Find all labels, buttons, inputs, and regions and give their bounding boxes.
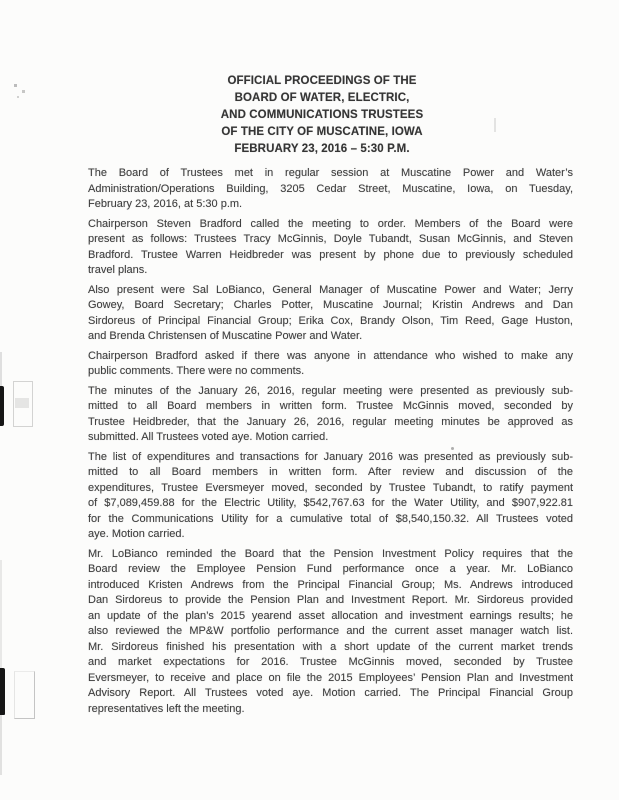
text-line: Trustee Heidbreder, that the January 26, 2016, regular meeting minutes be approved as [88,415,573,428]
scan-artifact-black-bar [0,386,4,426]
text-line: travel plans. [88,264,148,276]
text-line: Mr. LoBianco reminded the Board that the Pension Investment Policy requires that the [88,547,573,560]
scan-artifact-edge-streak [0,560,2,668]
text-line: and market expectations for 2016. Trustee McGinnis moved, seconded by Trustee [88,656,573,668]
text-line: Chairperson Steven Bradford called the meeting to order. Members of the Board were [88,217,573,230]
text-line: also reviewed the MP&W portfolio performance and the current asset manager watch list. [88,625,573,637]
text-line: submitted. All Trustees voted aye. Motion carried. [88,431,329,443]
document-header [88,73,556,158]
scan-artifact-black-bar [0,668,5,715]
scan-artifact-speck [14,84,17,87]
text-line: The minutes of the January 26, 2016, regular meeting were presented as previously sub- [88,384,573,397]
text-line: introduced Kristen Andrews from the Principal Financial Group; Ms. Andrews introduced [88,578,573,591]
scan-artifact-smudge [15,398,29,408]
paragraph [88,283,573,345]
text-line: The list of expenditures and transactions for January 2016 was presented as previously sub- [88,450,573,463]
scan-artifact-speck [22,90,25,93]
scan-artifact-hole-punch [13,381,33,427]
paragraph [88,166,573,213]
text-line: Mr. Sirdoreus finished his presentation with a short update of the current market trends [88,640,573,653]
text-line: Bradford. Trustee Warren Heidbreder was present by phone due to previously scheduled [88,248,573,261]
text-line: February 23, 2016, at 5:30 p.m. [88,198,243,210]
text-line: representatives left the meeting. [88,702,245,715]
paragraph [88,349,573,380]
header-line: AND COMMUNICATIONS TRUSTEES [220,109,424,121]
scan-artifact-hole-punch [14,671,35,719]
text-line: and Brenda Christensen of Muscatine Power and Water. [88,330,363,342]
header-line: FEBRUARY 23, 2016 – 5:30 P.M. [234,143,410,155]
text-line: Gowey, Board Secretary; Charles Potter, Muscatine Journal; Kristin Andrews and Dan [88,299,573,311]
text-line: The Board of Trustees met in regular session at Muscatine Power and Water’s [88,167,573,179]
scan-artifact-edge-streak [0,715,2,775]
text-line: Administration/Operations Building, 3205 Cedar Street, Muscatine, Iowa, on Tuesday, [88,182,573,195]
text-line: Board review the Employee Pension Fund performance once a year. Mr. LoBianco [88,563,573,575]
paragraph [88,217,573,279]
header-line: BOARD OF WATER, ELECTRIC, [234,92,410,104]
text-line: Eversmeyer, to receive and place on file the 2015 Employees’ Pension Plan and Investment [88,671,573,684]
text-line: present as follows: Trustees Tracy McGinnis, Doyle Tubandt, Susan McGinnis, and Steven [88,233,573,245]
text-line: for the Communications Utility for a cumulative total of $8,540,150.32. All Trustees voted [88,512,573,525]
paragraph [88,450,573,543]
text-line: Advisory Report. All Trustees voted aye. Motion carried. The Principal Financial Group [88,687,573,699]
scan-artifact-speck [17,96,19,98]
text-line: public comments. There were no comments. [88,365,305,377]
text-line: Dan Sirdoreus to provide the Pension Plan and Investment Report. Mr. Sirdoreus provided [88,594,573,606]
header-line: OF THE CITY OF MUSCATINE, IOWA [221,126,423,138]
text-line: Sirdoreus of Principal Financial Group; Erika Cox, Brandy Olson, Tim Reed, Gage Huston, [88,314,573,327]
text-line: an update of the plan’s 2015 yearend asset allocation and investment earnings results; he [88,609,573,622]
text-line: Also present were Sal LoBianco, General Manager of Muscatine Power and Water; Jerry [88,283,573,296]
paragraph [88,547,573,718]
header-line: OFFICIAL PROCEEDINGS OF THE [227,75,417,87]
paragraph [88,384,573,446]
text-line: of $7,089,459.88 for the Electric Utility, $542,767.63 for the Water Utility, and $907,922.81 [88,497,573,509]
text-line: mitted to all Board members in written form. After review and discussion of the [88,466,573,478]
text-line: Chairperson Bradford asked if there was anyone in attendance who wished to make any [88,349,573,362]
text-line: aye. Motion carried. [88,528,185,540]
document-body [88,166,573,721]
scan-artifact-edge-streak [0,352,2,386]
text-line: expenditures, Trustee Eversmeyer moved, seconded by Trustee Tubandt, to ratify payment [88,481,573,494]
text-line: mitted to all Board members in written form. Trustee McGinnis moved, seconded by [88,400,573,412]
